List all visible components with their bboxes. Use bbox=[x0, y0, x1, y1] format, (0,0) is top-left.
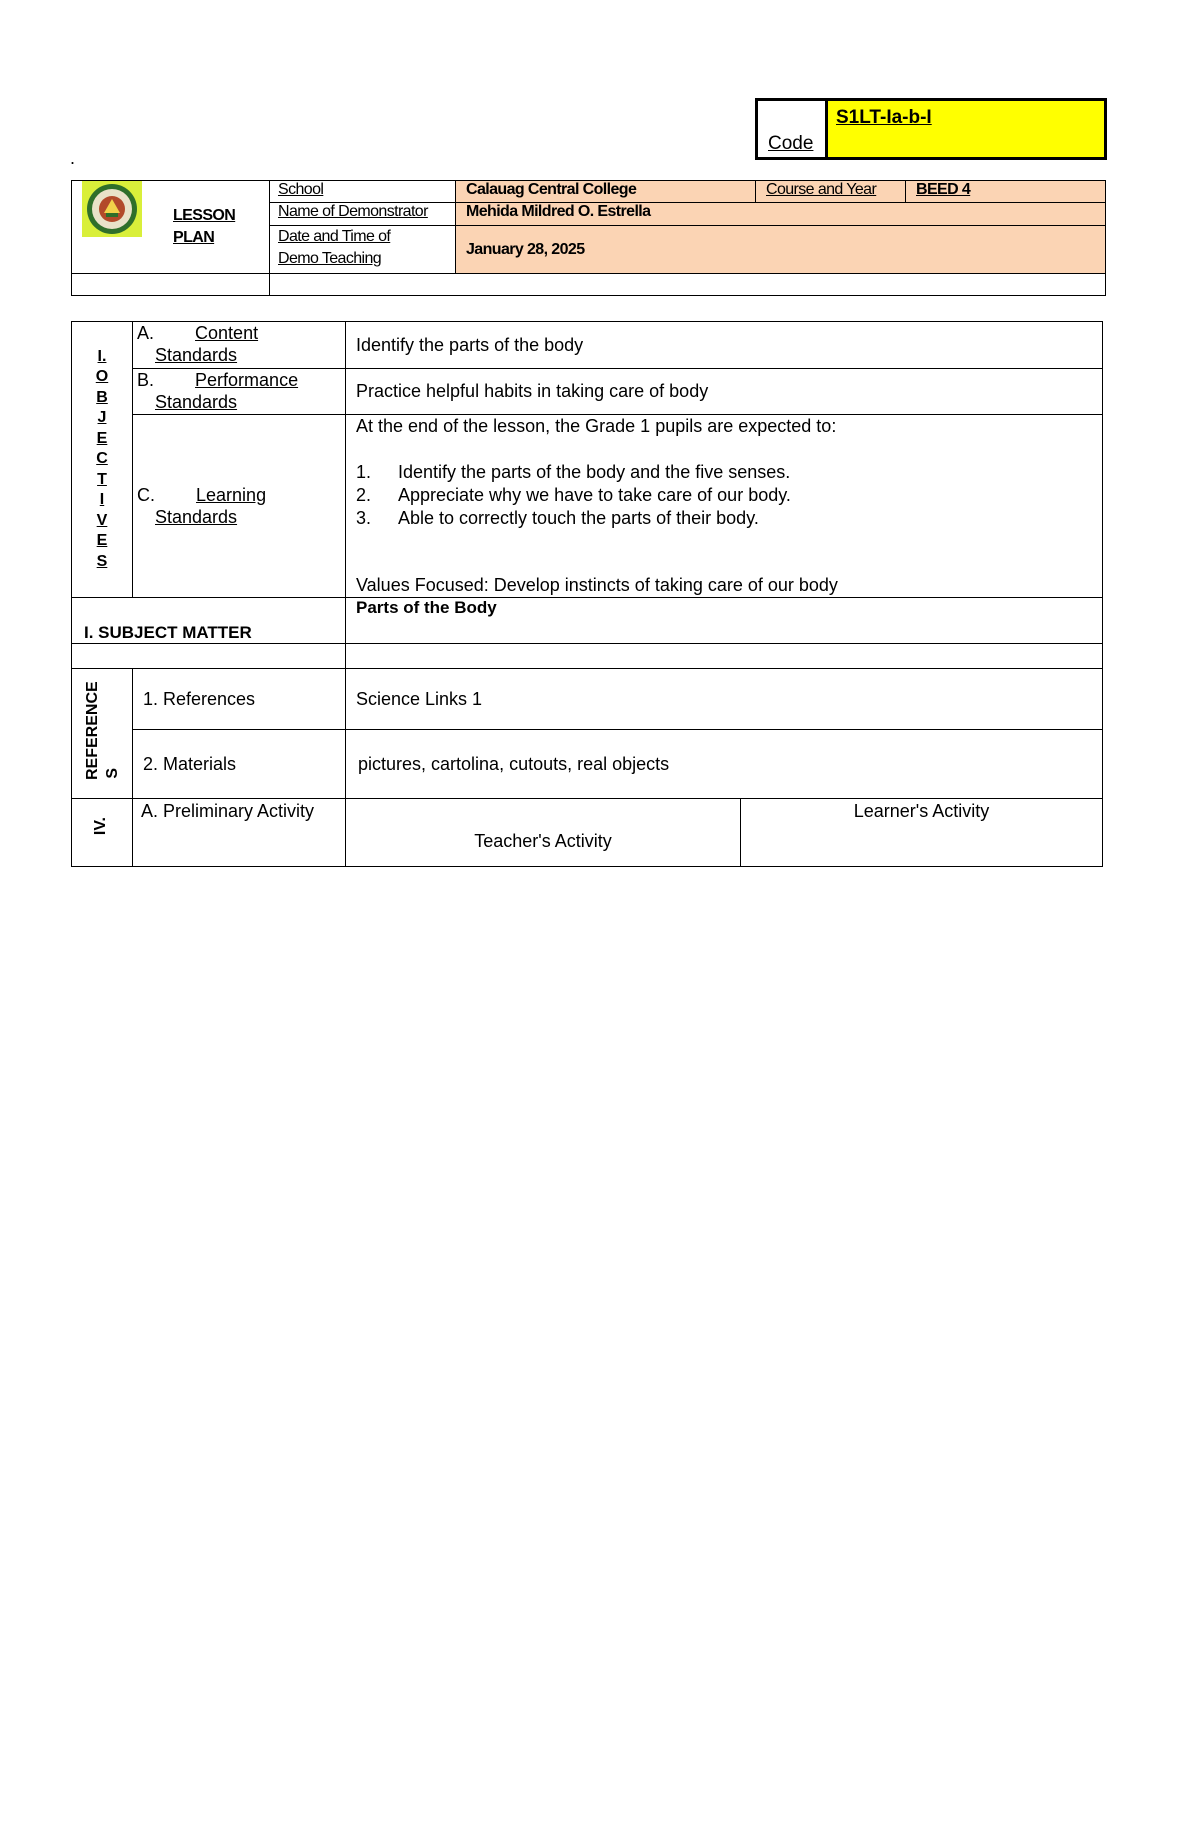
performance-standards-value: Practice helpful habits in taking care of body bbox=[356, 381, 709, 401]
code-label-cell bbox=[758, 101, 828, 157]
objectives-side-cell: I. O B J E C T I V E S bbox=[72, 322, 133, 598]
school-seal-logo bbox=[82, 181, 142, 237]
references-value: Science Links 1 bbox=[356, 688, 483, 709]
teachers-activity: Teacher's Activity bbox=[474, 831, 612, 851]
empty-cell bbox=[72, 274, 270, 296]
learning-intro: At the end of the lesson, the Grade 1 pupils are expected to: bbox=[356, 416, 837, 436]
subject-matter-value: Parts of the Body bbox=[356, 598, 497, 617]
date-label-2: Demo Teaching bbox=[278, 250, 382, 267]
learning-objective-item: 2. Appreciate why we have to take care of our body. bbox=[356, 485, 791, 505]
content-standards-value: Identify the parts of the body bbox=[356, 334, 584, 355]
demonstrator-label: Name of Demonstrator bbox=[278, 203, 428, 220]
references-side-cell: REFERENCE S bbox=[72, 669, 133, 799]
content-title-2: Standards bbox=[155, 345, 238, 365]
content-title-1: Content bbox=[195, 323, 259, 343]
learners-activity: Learner's Activity bbox=[853, 801, 990, 821]
lesson-plan-title-1: LESSON bbox=[173, 207, 236, 224]
performance-letter: B. bbox=[137, 370, 155, 390]
code-value: S1LT-Ia-b-I bbox=[836, 107, 932, 128]
learning-objective-item: 1. Identify the parts of the body and the five senses. bbox=[356, 462, 791, 482]
lesson-plan-header bbox=[71, 180, 1106, 296]
demonstrator-value: Mehida Mildred O. Estrella bbox=[466, 203, 651, 220]
learning-letter: C. bbox=[137, 485, 155, 505]
stray-dot: . bbox=[70, 148, 76, 168]
materials-label: 2. Materials bbox=[143, 753, 237, 774]
code-box bbox=[755, 98, 1107, 160]
procedure-side-cell bbox=[72, 799, 133, 867]
course-value: BEED 4 bbox=[916, 181, 971, 198]
values-focused: Values Focused: Develop instincts of taking care of our body bbox=[356, 575, 838, 595]
date-label-1: Date and Time of bbox=[278, 228, 391, 245]
content-letter: A. bbox=[137, 323, 155, 343]
subject-matter-label: I. SUBJECT MATTER bbox=[84, 623, 252, 642]
empty-cell bbox=[72, 644, 346, 669]
date-value: January 28, 2025 bbox=[466, 240, 585, 258]
lesson-plan-title-2: PLAN bbox=[173, 229, 215, 246]
procedure-side-label: IV. bbox=[92, 817, 109, 836]
learning-title-1: Learning bbox=[196, 485, 267, 505]
code-label: Code bbox=[768, 133, 814, 154]
course-label: Course and Year bbox=[766, 181, 877, 198]
school-label: School bbox=[278, 181, 324, 198]
code-value-cell bbox=[828, 101, 1104, 157]
performance-title-1: Performance bbox=[195, 370, 299, 390]
logo-cell bbox=[72, 181, 270, 274]
learning-title-2: Standards bbox=[155, 507, 238, 527]
learning-objective-item: 3. Able to correctly touch the parts of their body. bbox=[356, 508, 759, 528]
empty-cell bbox=[346, 644, 1103, 669]
school-value: Calauag Central College bbox=[466, 181, 637, 198]
preliminary-activity: A. Preliminary Activity bbox=[141, 801, 315, 821]
references-label: 1. References bbox=[143, 688, 256, 709]
empty-cell bbox=[270, 274, 1106, 296]
lesson-plan-body bbox=[71, 321, 1103, 867]
materials-value: pictures, cartolina, cutouts, real objects bbox=[358, 753, 670, 774]
performance-title-2: Standards bbox=[155, 392, 238, 412]
